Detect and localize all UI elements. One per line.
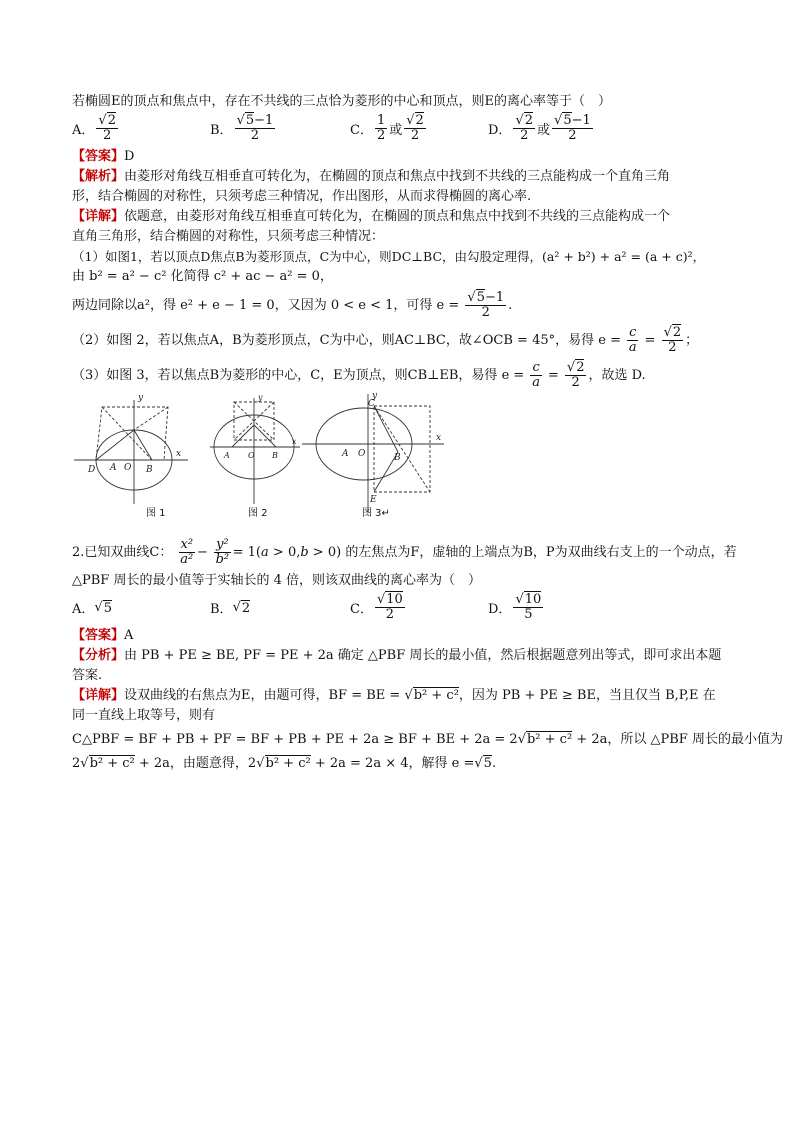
q2-option-c: C． $\frac{√10}{2}$ (350, 592, 403, 622)
svg-text:A: A (224, 451, 230, 460)
fraction: $\frac{\text{x²}}{\text{a²}}$ (180, 537, 194, 567)
q1-option-c: C． $\frac{1}{2}$ 或 $\frac{√2}{2}$ (350, 113, 424, 143)
svg-text:x: x (176, 449, 182, 459)
q1-detail: 【详解】依题意，由菱形对角线互相垂直可转化为，在椭圆的顶点和焦点中找到不共线的三点能构成一个 (72, 209, 671, 224)
svg-text:A: A (110, 463, 117, 473)
svg-text:E: E (370, 495, 377, 505)
q1-case2: （2）如图 2，若以焦点A，B为菱形顶点，C为中心，则AC⊥BC，故∠OCB = 45°，易得 e = $\frac{c}{a}$ = $\frac{√2}{2}$ ； (72, 325, 699, 355)
q1-case1-c: 两边同除以a²，得 e² + e − 1 = 0，又因为 0 < e < 1，可得 e = $\frac{√5-1}{2}$ . (72, 290, 513, 320)
figure-1 (74, 400, 188, 504)
figure-1-caption: 图 1 (146, 508, 166, 519)
svg-text:A: A (342, 449, 349, 459)
svg-text:y: y (138, 393, 144, 403)
q2-options (72, 593, 732, 622)
q1-option-d: D． $\frac{√2}{2}$ 或 $\frac{√5-1}{2}$ (488, 113, 591, 143)
q1-option-b: B． $\frac{√5-1}{2}$ (210, 113, 274, 143)
figure-2-caption: 图 2 (248, 508, 268, 519)
fraction: $\frac{√2}{2}$ (406, 113, 424, 143)
fraction: $\frac{√10}{2}$ (376, 592, 403, 622)
svg-text:C: C (368, 399, 375, 409)
svg-text:B: B (394, 453, 401, 463)
fraction: $\frac{√10}{5}$ (515, 592, 542, 622)
q2-option-b: B． √ 2 (210, 600, 251, 617)
fraction: $\frac{c}{a}$ (628, 325, 637, 355)
svg-text:y: y (258, 393, 263, 402)
q2-analysis: 【分析】由 PB + PE ≥ BE, PF = PE + 2a 确定 △PBF 周长的最小值，然后根据题意列出等式，即可求出本题 (72, 648, 722, 663)
q1-option-a: A． $\frac{√2}{2}$ (72, 113, 116, 143)
q1-answer: 【答案】D (72, 149, 135, 164)
q1-analysis-cont: 形，结合椭圆的对称性，只须考虑三种情况，作出图形，从而求得椭圆的离心率. (72, 189, 532, 204)
q2-detail-cont: 同一直线上取等号，则有 (72, 708, 216, 723)
fraction: $\frac{c}{a}$ (532, 360, 540, 390)
svg-text:O: O (248, 451, 255, 460)
fraction: $\frac{√5-1}{2}$ (236, 113, 274, 143)
q2-stem: 2.已知双曲线C： $\frac{\text{x²}}{\text{a²}}$ − $\frac{\text{y²}}{\text{b²}}$ = 1(a > 0,b > 0) 的左焦点为F，虚轴的上端点为B，P为双曲线右支上的一个动点，若 (72, 537, 737, 567)
ellipse-figures (72, 392, 732, 522)
svg-text:B: B (272, 451, 278, 460)
svg-text:D: D (88, 465, 96, 475)
fraction: $\frac{\text{y²}}{\text{b²}}$ (215, 537, 230, 567)
q1-stem: 若椭圆E的顶点和焦点中，存在不共线的三点恰为菱形的中心和顶点，则E的离心率等于（ ） (72, 94, 611, 109)
q1-figures (72, 392, 732, 534)
q1-analysis: 【解析】由菱形对角线互相垂直可转化为，在椭圆的顶点和焦点中找到不共线的三点能构成一个直角三角 (72, 169, 671, 184)
svg-text:O: O (358, 449, 366, 459)
document-page (72, 92, 783, 774)
fraction: $\frac{√2}{2}$ (663, 325, 682, 355)
q1-case1-a: （1）如图1，若以顶点D焦点B为菱形顶点，C为中心，则DC⊥BC，由勾股定理得，(a² + b²) + a² = (a + c)²， (72, 249, 706, 264)
q2-option-a: A． √ 5 (72, 600, 112, 617)
q1-case3: （3）如图 3，若以焦点B为菱形的中心，C，E为顶点，则CB⊥EB，易得 e = $\frac{c}{a}$ = $\frac{√2}{2}$ ，故选 D. (72, 360, 646, 390)
q2-option-d: D． $\frac{√10}{5}$ (488, 592, 542, 622)
svg-text:x: x (436, 433, 442, 443)
fraction: $\frac{1}{2}$ (376, 113, 386, 143)
fraction: $\frac{√2}{2}$ (566, 360, 585, 390)
q2-detail-4: 2√b² + c² + 2a，由题意得，2√b² + c² + 2a = 2a × 4，解得 e =√5. (72, 756, 497, 771)
q1-case1-b: 由 b² = a² − c² 化简得 c² + ac − a² = 0， (72, 269, 333, 284)
fraction: $\frac{√2}{2}$ (98, 113, 116, 143)
fraction: $\frac{√5-1}{2}$ (554, 113, 591, 143)
q2-detail-3: C△PBF = BF + PB + PF = BF + PB + PE + 2a ≥ BF + BE + 2a = 2√b² + c² + 2a，所以 △PBF 周长的最小值为 (72, 732, 783, 747)
svg-text:B: B (146, 465, 153, 475)
fraction: $\frac{√5-1}{2}$ (467, 290, 505, 320)
q1-options (72, 114, 732, 143)
q2-detail: 【详解】设双曲线的右焦点为E，由题可得，BF = BE = √b² + c²，因为 PB + PE ≥ BE，当且仅当 B,P,E 在 (72, 688, 716, 703)
svg-text:x: x (292, 437, 297, 446)
q2-stem-cont: △PBF 周长的最小值等于实轴长的 4 倍，则该双曲线的离心率为（ ） (72, 573, 481, 588)
svg-text:y: y (372, 392, 378, 401)
svg-text:O: O (124, 463, 132, 473)
figure-3-caption: 图 3↵ (362, 508, 390, 519)
fraction: $\frac{√2}{2}$ (515, 113, 534, 143)
q2-analysis-cont: 答案. (72, 668, 103, 683)
q2-answer: 【答案】A (72, 628, 134, 643)
q1-detail-cont: 直角三角形，结合椭圆的对称性，只须考虑三种情况： (72, 229, 385, 244)
